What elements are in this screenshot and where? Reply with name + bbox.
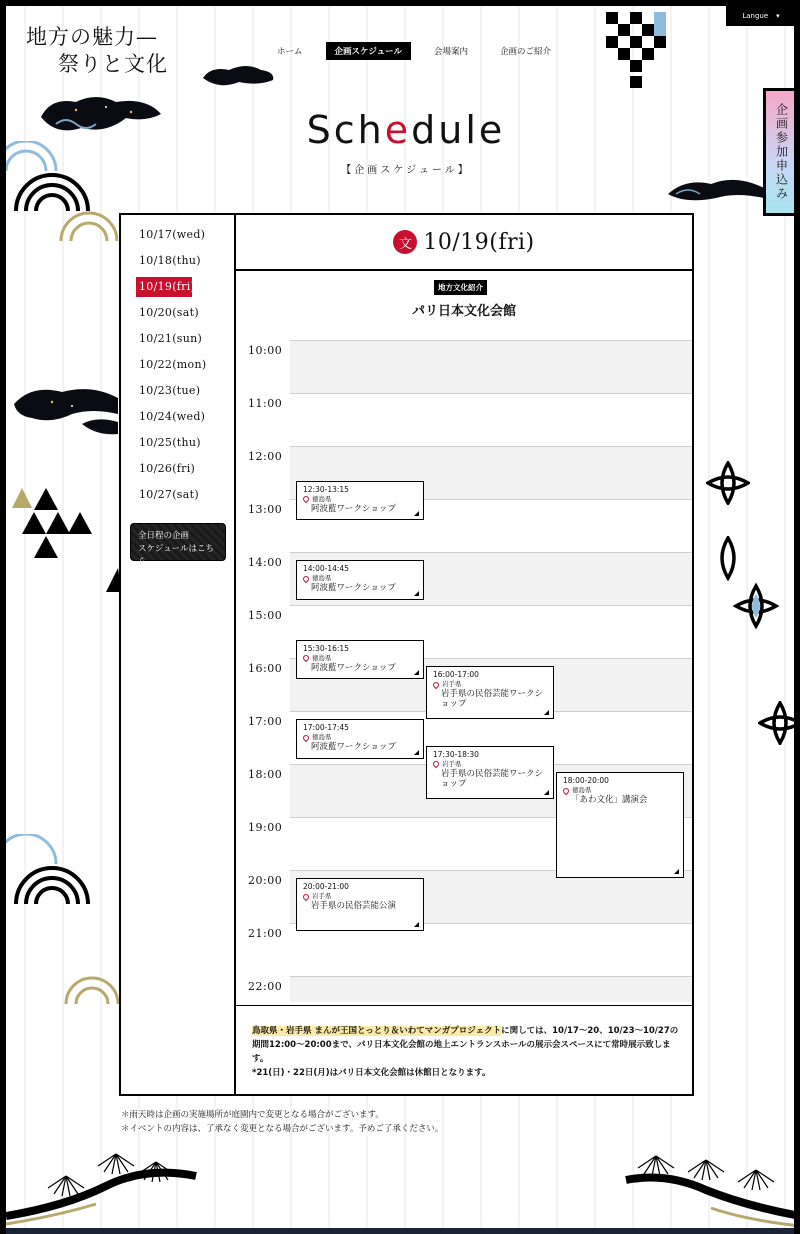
culture-badge-icon: 文 [393, 230, 417, 254]
hour-row [290, 393, 692, 446]
notice-highlight: 鳥取県・岩手県 まんが王国とっとり＆いわてマンガプロジェクト [252, 1026, 502, 1036]
footer-strip [6, 1228, 800, 1234]
event-prefecture [563, 786, 677, 795]
nav-introduction[interactable]: 企画のご紹介 [500, 47, 552, 57]
location-pin-icon [562, 786, 570, 794]
event-card[interactable] [296, 560, 424, 600]
language-selector[interactable] [726, 6, 796, 26]
logo-line-1: 地方の魅力— [26, 25, 158, 49]
event-prefecture [303, 733, 417, 742]
all-schedule-line-2: スケジュールはこちら [138, 544, 214, 567]
date-item[interactable]: 10/27(sat) [139, 488, 199, 501]
event-time: 18:00-20:00 [563, 776, 609, 785]
hour-label: 14:00 [248, 556, 283, 569]
corner-arrow-icon [544, 710, 549, 715]
triangle-decoration-icon [12, 488, 92, 560]
corner-arrow-icon [544, 790, 549, 795]
event-prefecture-label: 徳島県 [312, 733, 332, 741]
schedule-panel [119, 213, 694, 1096]
all-schedule-button[interactable] [130, 523, 226, 567]
pine-tree-decoration-icon [6, 1146, 206, 1230]
hour-label: 16:00 [248, 662, 283, 675]
footnote: ＊イベントの内容は、了承なく変更となる場合がございます。予めご了承ください。 [121, 1124, 444, 1134]
event-title: 岩手県の民俗芸能公演 [311, 901, 397, 911]
nav-venue[interactable]: 会場案内 [434, 47, 469, 57]
date-list [121, 215, 236, 1094]
hour-label: 21:00 [248, 927, 283, 940]
event-title: 阿波藍ワークショップ [311, 583, 396, 593]
wave-decoration-icon [6, 141, 118, 251]
event-prefecture-label: 徳島県 [312, 653, 332, 662]
event-card[interactable] [296, 481, 424, 521]
location-pin-icon [302, 654, 310, 662]
event-title: 「あわ文化」講演会 [571, 795, 648, 805]
all-schedule-line-1: 全日程の企画 [138, 531, 190, 541]
location-pin-icon [302, 574, 310, 582]
pine-tree-decoration-icon [616, 1146, 800, 1230]
date-item[interactable]: 10/17(wed) [139, 228, 206, 241]
date-item[interactable]: 10/20(sat) [139, 306, 199, 319]
corner-arrow-icon [414, 670, 419, 675]
site-logo[interactable] [26, 24, 176, 78]
event-prefecture [303, 892, 417, 901]
event-time: 14:00-14:45 [303, 564, 349, 573]
hour-label: 20:00 [248, 874, 283, 887]
location-pin-icon [302, 892, 310, 900]
venue-name: パリ日本文化会館 [411, 304, 516, 319]
corner-arrow-icon [414, 750, 419, 755]
date-item[interactable]: 10/23(tue) [139, 384, 201, 397]
nav-home[interactable]: ホーム [277, 47, 303, 57]
event-time: 15:30-16:15 [303, 643, 349, 653]
hour-label: 18:00 [248, 768, 283, 781]
flower-decoration-icon [758, 701, 800, 745]
hour-label: 17:00 [248, 715, 283, 728]
event-title: 阿波藍ワークショップ [311, 503, 396, 514]
wave-decoration-icon [6, 834, 118, 924]
hour-label: 13:00 [248, 503, 283, 516]
event-card[interactable] [296, 719, 424, 759]
venue-tag: 地方文化紹介 [434, 280, 487, 295]
footnote: ＊雨天時は企画の実施場所が庭園内で変更となる場合がございます。 [121, 1110, 384, 1120]
event-prefecture-label: 岩手県 [312, 892, 332, 900]
corner-arrow-icon [674, 869, 679, 874]
location-pin-icon [432, 680, 440, 688]
event-prefecture-label: 徳島県 [312, 574, 332, 582]
date-item[interactable]: 10/18(thu) [139, 254, 201, 267]
title-part-red: e [384, 108, 412, 152]
cloud-decoration-icon [12, 384, 120, 444]
timeline [236, 340, 692, 1005]
flower-decoration-icon [706, 461, 750, 505]
flower-decoration-icon [706, 536, 800, 636]
event-prefecture [303, 654, 417, 663]
notice [236, 1005, 692, 1080]
event-title: 岩手県の民俗芸能ワークショップ [441, 768, 544, 789]
footnotes [121, 1108, 443, 1136]
event-prefecture [433, 680, 547, 689]
date-item[interactable]: 10/26(fri) [139, 462, 196, 475]
notice-closed-days: *21(日)・22日(月)はパリ日本文化会館は休館日となります。 [252, 1068, 491, 1078]
hour-label: 12:00 [248, 450, 283, 463]
event-prefecture [303, 495, 417, 504]
event-time: 20:00-21:00 [303, 882, 349, 891]
logo-line-2: 祭りと文化 [58, 52, 168, 76]
event-card[interactable] [296, 640, 424, 680]
hour-row [290, 340, 692, 393]
event-prefecture-label: 岩手県 [442, 680, 462, 688]
event-prefecture-label: 徳島県 [312, 494, 332, 503]
event-time: 17:30-18:30 [433, 749, 479, 759]
event-prefecture [433, 760, 547, 769]
hour-label: 22:00 [248, 980, 283, 993]
location-pin-icon [302, 733, 310, 741]
day-header [236, 215, 692, 271]
date-item-selected[interactable]: 10/19(fri) [136, 277, 192, 297]
location-pin-icon [302, 495, 310, 503]
hour-row [290, 976, 692, 1002]
date-item[interactable]: 10/21(sun) [139, 332, 203, 345]
page-title [6, 108, 800, 152]
event-prefecture-label: 徳島県 [572, 786, 592, 794]
corner-arrow-icon [414, 922, 419, 927]
event-card[interactable] [426, 666, 554, 719]
event-card[interactable] [296, 878, 424, 931]
title-part-a: Sch [306, 108, 385, 152]
event-prefecture [303, 574, 417, 583]
event-prefecture-label: 岩手県 [442, 759, 462, 768]
wave-decoration-icon [64, 966, 120, 1006]
language-label: Langue [742, 12, 769, 20]
event-time: 12:30-13:15 [303, 484, 349, 494]
event-title: 阿波藍ワークショップ [311, 662, 396, 673]
title-part-b: dule [411, 108, 506, 152]
day-title: 10/19(fri) [423, 229, 535, 255]
hour-label: 10:00 [248, 344, 283, 357]
cloud-decoration-icon [666, 174, 766, 204]
event-time: 17:00-17:45 [303, 723, 349, 732]
chevron-down-icon: ▾ [776, 12, 780, 20]
apply-label: 企画参加申込み [774, 103, 789, 201]
date-item[interactable]: 10/24(wed) [139, 410, 206, 423]
checker-decoration-icon [606, 12, 686, 92]
event-time: 16:00-17:00 [433, 670, 479, 679]
event-title: 阿波藍ワークショップ [311, 742, 396, 752]
notice-text: に関しては、10/17〜20、10/23〜10/27の期間12:00〜20:00まで、パリ日本文化会館の地上エントランスホールの展示会スペースにて常時展示致します。 [252, 1026, 679, 1064]
nav-schedule[interactable]: 企画スケジュール [326, 42, 412, 60]
page-subtitle: 【企画スケジュール】 [341, 165, 471, 176]
hour-label: 15:00 [248, 609, 283, 622]
location-pin-icon [432, 760, 440, 768]
event-card[interactable] [426, 746, 554, 799]
cloud-decoration-icon [199, 62, 277, 90]
hour-label: 19:00 [248, 821, 283, 834]
date-item[interactable]: 10/22(mon) [139, 358, 207, 371]
date-item[interactable]: 10/25(thu) [139, 436, 201, 449]
main-nav [268, 42, 574, 60]
corner-arrow-icon [414, 511, 419, 516]
corner-arrow-icon [414, 591, 419, 596]
hour-label: 11:00 [248, 397, 283, 410]
event-card[interactable] [556, 772, 684, 878]
event-title: 岩手県の民俗芸能ワークショップ [441, 689, 544, 709]
